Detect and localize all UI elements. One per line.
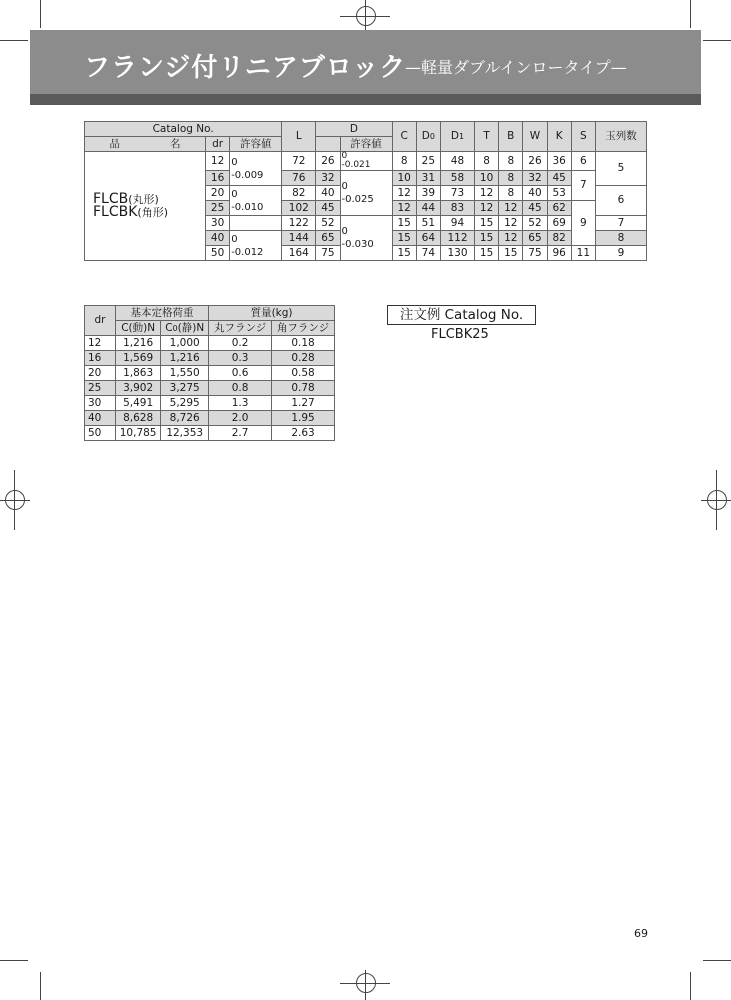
table-cell: 164: [282, 246, 316, 261]
table-cell: 8: [475, 152, 499, 171]
table-cell: 82: [547, 231, 571, 246]
table-cell: 144: [282, 231, 316, 246]
registration-mark: [356, 6, 376, 26]
table-cell: 20: [85, 366, 116, 381]
order-example-value: FLCBK25: [431, 327, 489, 342]
table-cell: 8: [499, 152, 523, 171]
table-cell: 12,353: [161, 426, 209, 441]
header-D0: D0: [416, 122, 440, 152]
table-cell: 39: [416, 186, 440, 201]
table-cell: 32: [316, 171, 340, 186]
table-cell: 2.0: [209, 411, 272, 426]
table-row: [85, 411, 335, 426]
table-cell: 5,295: [161, 396, 209, 411]
table-cell: 122: [282, 216, 316, 231]
table-cell: 40: [206, 231, 230, 246]
table-cell: 10: [392, 171, 416, 186]
table-cell: 1,569: [116, 351, 161, 366]
table-cell: 40: [85, 411, 116, 426]
header-S: S: [571, 122, 595, 152]
table-row: [85, 426, 335, 441]
table-cell: 25: [416, 152, 440, 171]
table-cell: 5: [595, 152, 646, 186]
table-cell: 8: [595, 231, 646, 246]
table-cell: 64: [416, 231, 440, 246]
header-T: T: [475, 122, 499, 152]
crop-mark: [703, 40, 731, 41]
page-title: フランジ付リニアブロック: [84, 53, 407, 83]
table-cell: 12: [499, 231, 523, 246]
table-cell: 130: [440, 246, 474, 261]
header-rated-load: 基本定格荷重: [116, 306, 209, 321]
header-static-load: C0(静)N: [161, 321, 209, 336]
table-row: [85, 381, 335, 396]
header-W: W: [523, 122, 547, 152]
crop-mark: [0, 40, 28, 41]
table-cell: 12: [392, 201, 416, 216]
table-cell: 9: [571, 201, 595, 246]
table-cell: 5,491: [116, 396, 161, 411]
table-cell: 0.58: [272, 366, 335, 381]
product-names: FLCB(丸形) FLCBK(角形): [85, 152, 206, 261]
order-example-label: 注文例 Catalog No.: [387, 305, 536, 325]
table-cell: 76: [282, 171, 316, 186]
table-cell: 11: [571, 246, 595, 261]
D-tolerance-c: 0 -0.030: [340, 216, 392, 261]
table-cell: 65: [523, 231, 547, 246]
header-product-name: 品 名: [85, 137, 206, 152]
table-cell: 52: [316, 216, 340, 231]
header-D-tolerance: 許容値: [340, 137, 392, 152]
D-tolerance-a: 0 -0.021: [340, 152, 392, 171]
crop-mark: [0, 960, 28, 961]
table-cell: 74: [416, 246, 440, 261]
table-cell: 1,216: [116, 336, 161, 351]
header-C: C: [392, 122, 416, 152]
header-dr-tolerance: 許容値: [230, 137, 282, 152]
table-cell: 45: [316, 201, 340, 216]
header-dr: dr: [85, 306, 116, 336]
dr-tolerance-c: 0 -0.012: [230, 231, 282, 261]
table-cell: 3,902: [116, 381, 161, 396]
table-cell: 58: [440, 171, 474, 186]
table-cell: 8,628: [116, 411, 161, 426]
dimension-table: [84, 121, 647, 261]
table-cell: 26: [523, 152, 547, 171]
table-cell: 26: [316, 152, 340, 171]
header-catalog-no: Catalog No.: [85, 122, 282, 137]
table-cell: 40: [523, 186, 547, 201]
table-cell: 15: [499, 246, 523, 261]
header-L: L: [282, 122, 316, 152]
table-cell: 12: [85, 336, 116, 351]
table-cell: 50: [85, 426, 116, 441]
table-cell: 1,216: [161, 351, 209, 366]
header-round-flange: 丸フランジ: [209, 321, 272, 336]
table-cell: 15: [475, 216, 499, 231]
table-cell: 75: [316, 246, 340, 261]
table-cell: 8,726: [161, 411, 209, 426]
table-cell: 50: [206, 246, 230, 261]
table-cell: 15: [392, 246, 416, 261]
table-cell: 48: [440, 152, 474, 171]
table-cell: 8: [392, 152, 416, 171]
dr-tolerance-a: 0 -0.009: [230, 152, 282, 186]
table-cell: 1,000: [161, 336, 209, 351]
table-cell: 73: [440, 186, 474, 201]
header-B: B: [499, 122, 523, 152]
table-cell: 0.18: [272, 336, 335, 351]
table-cell: 0.3: [209, 351, 272, 366]
table-cell: 75: [523, 246, 547, 261]
header-D-blank: [316, 137, 340, 152]
crop-mark: [703, 960, 731, 961]
table-cell: 30: [85, 396, 116, 411]
load-mass-table: [84, 305, 335, 441]
table-cell: 72: [282, 152, 316, 171]
table-cell: 15: [475, 231, 499, 246]
table-cell: 16: [206, 171, 230, 186]
table-cell: 1.3: [209, 396, 272, 411]
table-cell: 44: [416, 201, 440, 216]
header-strip: [30, 94, 701, 105]
table-cell: 7: [571, 171, 595, 201]
table-cell: 15: [392, 216, 416, 231]
registration-mark: [356, 973, 376, 993]
table-cell: 31: [416, 171, 440, 186]
header-D: D: [316, 122, 392, 137]
table-cell: 12: [206, 152, 230, 171]
table-cell: 1.27: [272, 396, 335, 411]
table-cell: 62: [547, 201, 571, 216]
table-cell: 12: [475, 201, 499, 216]
table-cell: 96: [547, 246, 571, 261]
header-dynamic-load: C(動)N: [116, 321, 161, 336]
table-cell: 6: [595, 186, 646, 216]
crop-mark: [690, 0, 691, 28]
table-cell: 30: [206, 216, 230, 231]
table-cell: 20: [206, 186, 230, 201]
table-cell: 12: [499, 201, 523, 216]
table-cell: 6: [571, 152, 595, 171]
table-cell: 53: [547, 186, 571, 201]
table-cell: 25: [85, 381, 116, 396]
table-cell: 82: [282, 186, 316, 201]
table-cell: 9: [595, 246, 646, 261]
table-cell: 0.28: [272, 351, 335, 366]
table-cell: 40: [316, 186, 340, 201]
page-number: 69: [634, 927, 648, 940]
table-cell: 69: [547, 216, 571, 231]
registration-mark: [5, 490, 25, 510]
header-ball-rows: 玉列数: [595, 122, 646, 152]
table-cell: 8: [499, 171, 523, 186]
registration-mark: [707, 490, 727, 510]
crop-mark: [690, 972, 691, 1000]
table-cell: 3,275: [161, 381, 209, 396]
table-cell: 45: [547, 171, 571, 186]
table-cell: 15: [475, 246, 499, 261]
D-tolerance-b: 0 -0.025: [340, 171, 392, 216]
table-cell: 52: [523, 216, 547, 231]
crop-mark: [40, 972, 41, 1000]
table-cell: 25: [206, 201, 230, 216]
page-subtitle: —軽量ダブルインロータイプ—: [405, 58, 627, 77]
table-cell: 1,550: [161, 366, 209, 381]
table-cell: 15: [392, 231, 416, 246]
table-cell: 1.95: [272, 411, 335, 426]
crop-mark: [40, 0, 41, 28]
header-K: K: [547, 122, 571, 152]
table-row: [85, 336, 335, 351]
table-cell: 94: [440, 216, 474, 231]
table-cell: 45: [523, 201, 547, 216]
table-cell: 32: [523, 171, 547, 186]
table-cell: 102: [282, 201, 316, 216]
table-cell: 12: [392, 186, 416, 201]
table-cell: 10,785: [116, 426, 161, 441]
table-cell: 0.6: [209, 366, 272, 381]
table-cell: 2.63: [272, 426, 335, 441]
dr-tolerance-b: 0 -0.010: [230, 186, 282, 216]
header-square-flange: 角フランジ: [272, 321, 335, 336]
table-cell: 7: [595, 216, 646, 231]
dr-tolerance-blank: [230, 216, 282, 231]
table-cell: 36: [547, 152, 571, 171]
table-row: [85, 351, 335, 366]
header-mass: 質量(kg): [209, 306, 335, 321]
table-cell: 12: [475, 186, 499, 201]
table-row: [85, 396, 335, 411]
table-cell: 1,863: [116, 366, 161, 381]
table-cell: 0.2: [209, 336, 272, 351]
header-D1: D1: [440, 122, 474, 152]
table-cell: 2.7: [209, 426, 272, 441]
table-cell: 51: [416, 216, 440, 231]
table-row: [85, 366, 335, 381]
table-cell: 83: [440, 201, 474, 216]
table-cell: 112: [440, 231, 474, 246]
table-cell: 8: [499, 186, 523, 201]
table-cell: 0.78: [272, 381, 335, 396]
table-cell: 10: [475, 171, 499, 186]
table-cell: 12: [499, 216, 523, 231]
table-cell: 0.8: [209, 381, 272, 396]
header-dr: dr: [206, 137, 230, 152]
table-cell: 65: [316, 231, 340, 246]
table-cell: 16: [85, 351, 116, 366]
